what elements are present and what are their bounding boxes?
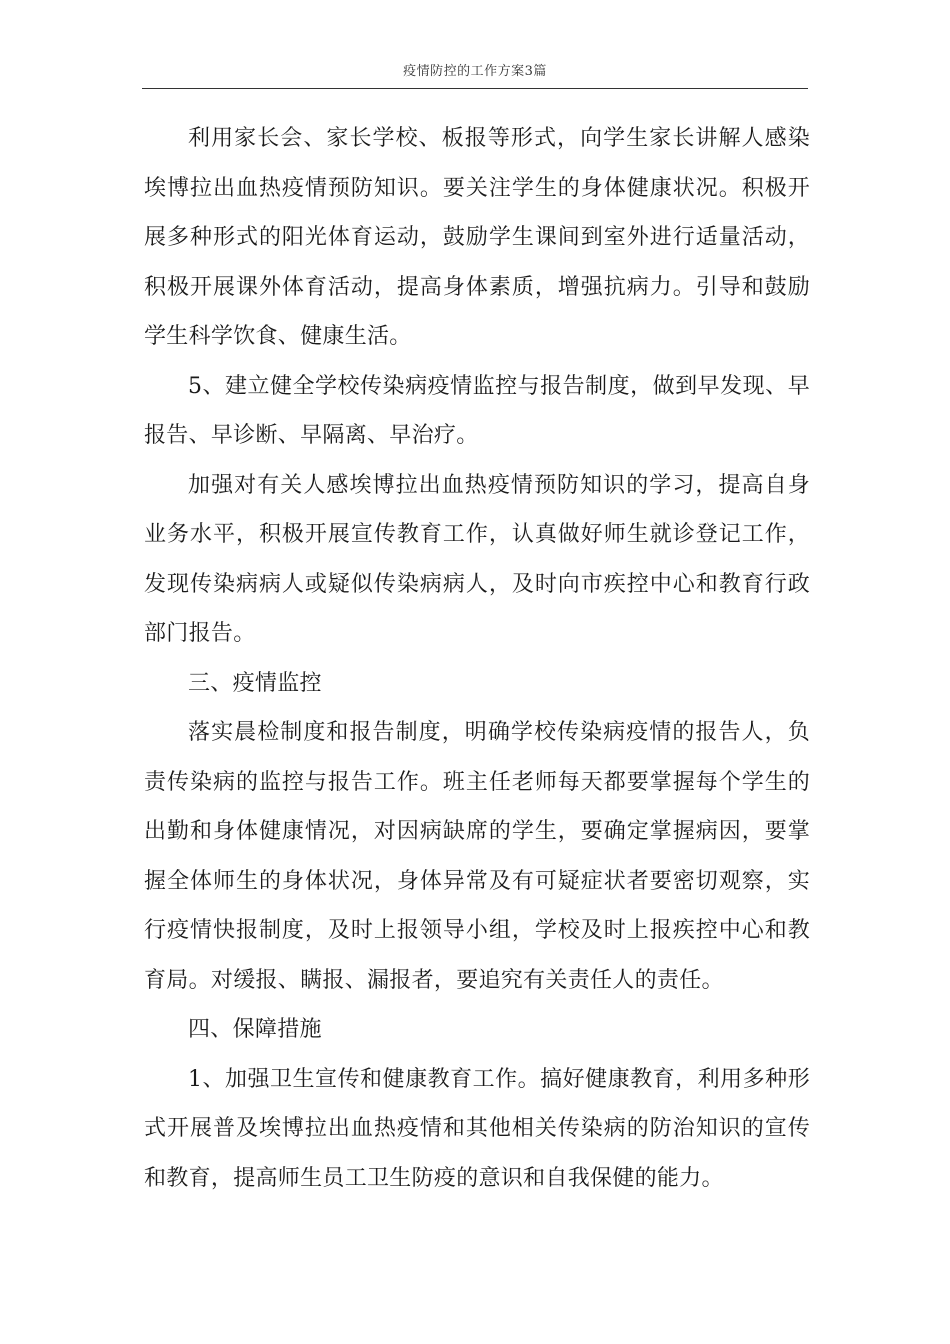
document-title: 疫情防控的工作方案3篇: [403, 64, 547, 79]
paragraph-knowledge-study: 加强对有关人感埃博拉出血热疫情预防知识的学习，提高自身业务水平，积极开展宣传教育工作，认真做好师生就诊登记工作，发现传染病病人或疑似传染病病人，及时向市疾控中心和教育行政部门报告。: [144, 472, 810, 646]
paragraph-item-5-reporting-system: 5、建立健全学校传染病疫情监控与报告制度，做到早发现、早报告、早诊断、早隔离、早治疗。: [144, 373, 810, 448]
paragraph-morning-check: 落实晨检制度和报告制度，明确学校传染病疫情的报告人，负责传染病的监控与报告工作。班主任老师每天都要掌握每个学生的出勤和身体健康情况，对因病缺席的学生，要确定掌握病因，要掌握全体师生的身体状况，身体异常及有可疑症状者要密切观察，实行疫情快报制度，及时上报领导小组，学校及时上报疾控中心和教育局。对缓报、瞒报、漏报者，要追究有关责任人的责任。: [144, 720, 810, 993]
document-body: [144, 114, 810, 1203]
paragraph-item-1-health-education: 1、加强卫生宣传和健康教育工作。搞好健康教育，利用多种形式开展普及埃博拉出血热疫情和其他相关传染病的防治知识的宣传和教育，提高师生员工卫生防疫的意识和自我保健的能力。: [144, 1066, 810, 1191]
section-heading-epidemic-monitoring: 三、疫情监控: [188, 670, 322, 696]
paragraph-parent-education: 利用家长会、家长学校、板报等形式，向学生家长讲解人感染埃博拉出血热疫情预防知识。要关注学生的身体健康状况。积极开展多种形式的阳光体育运动，鼓励学生课间到室外进行适量活动，积极开展课外体育活动，提高身体素质，增强抗病力。引导和鼓励学生科学饮食、健康生活。: [144, 126, 810, 349]
section-heading-safeguards: 四、保障措施: [188, 1017, 322, 1042]
page-header: [142, 60, 808, 89]
